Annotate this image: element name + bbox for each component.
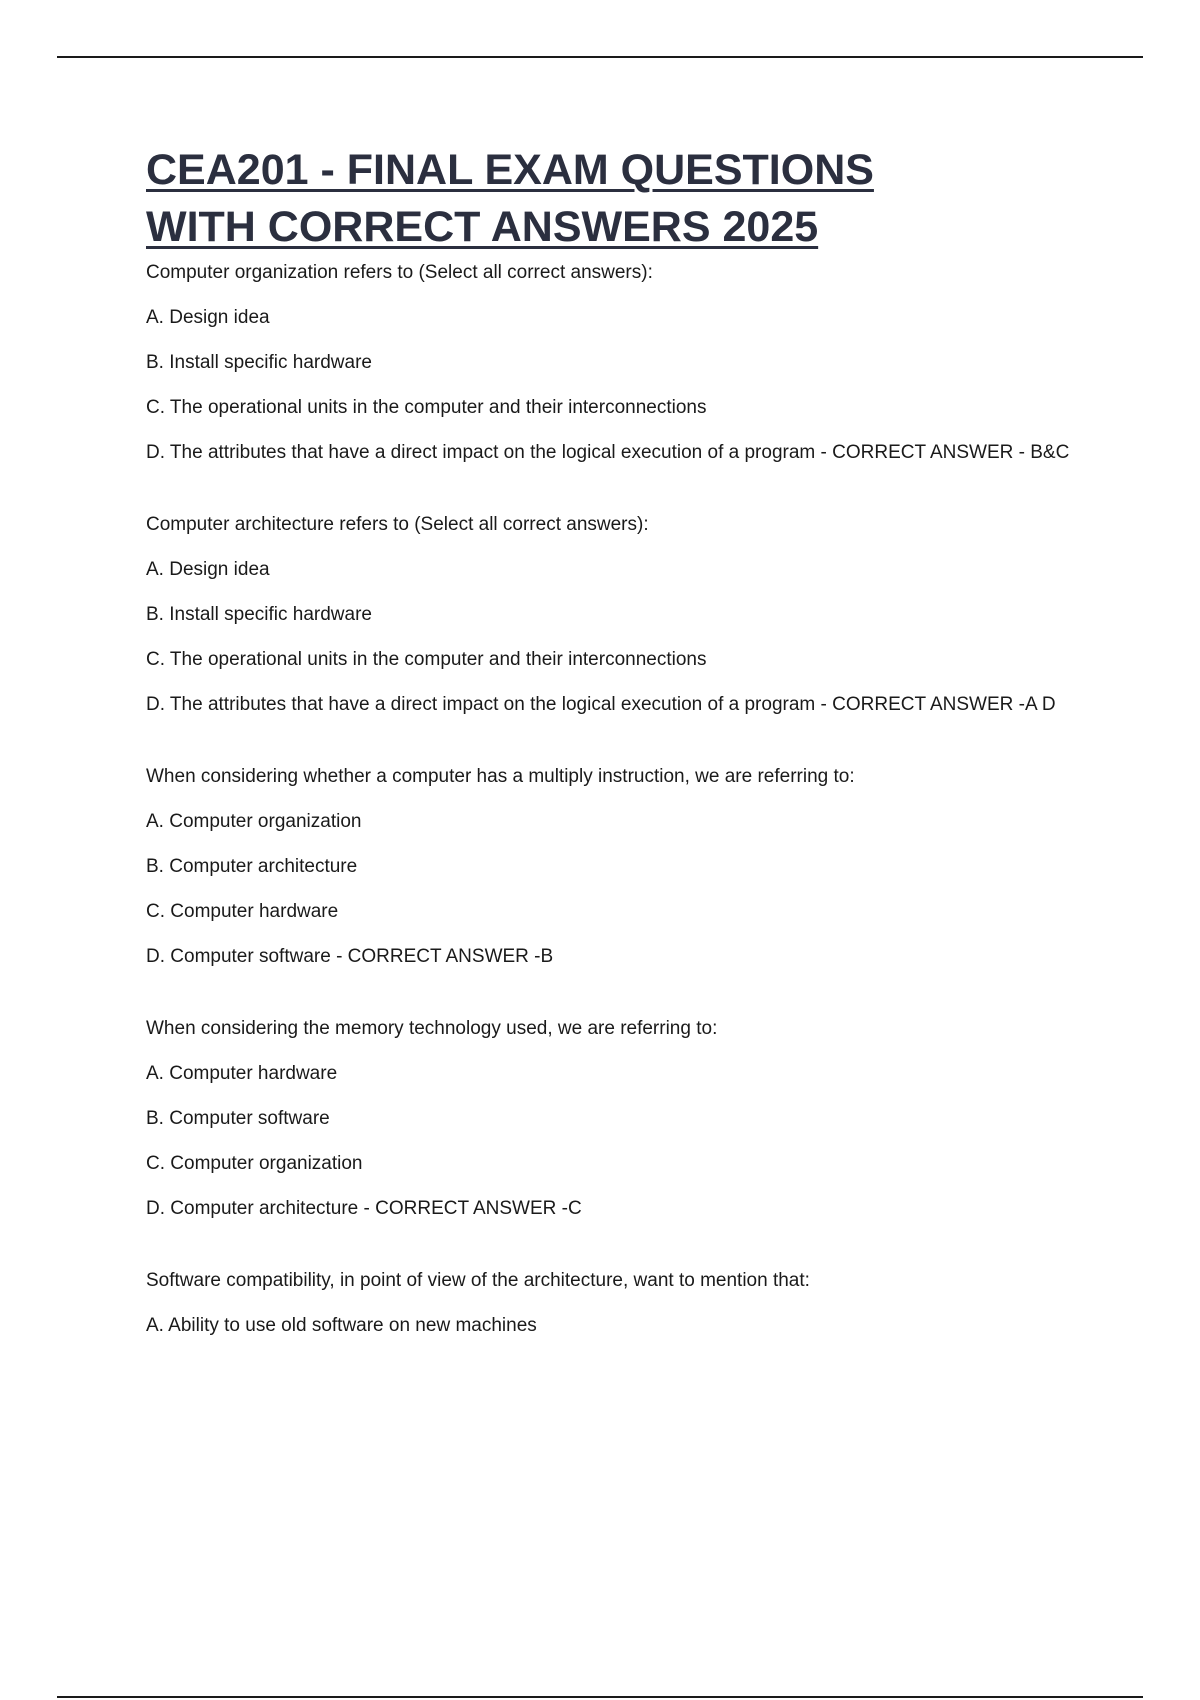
document-title xyxy=(146,142,1106,256)
document-body xyxy=(146,142,1106,1356)
question-block xyxy=(146,510,1106,720)
option-a: A. Ability to use old software on new machines xyxy=(146,1315,537,1336)
question-block xyxy=(146,762,1106,972)
option-b: B. Computer software xyxy=(146,1108,330,1129)
option-a: A. Computer organization xyxy=(146,811,362,832)
option-a: A. Design idea xyxy=(146,559,270,580)
question-text: Computer architecture refers to (Select all correct answers): xyxy=(146,514,649,535)
option-c: C. The operational units in the computer and their interconnections xyxy=(146,397,707,418)
option-d-with-answer: D. The attributes that have a direct impact on the logical execution of a program - CORRECT ANSWER - B&C xyxy=(146,442,1070,463)
question-text: When considering the memory technology used, we are referring to: xyxy=(146,1018,718,1039)
title-line-1: CEA201 - FINAL EXAM QUESTIONS xyxy=(146,146,874,194)
top-rule xyxy=(57,56,1143,58)
option-b: B. Computer architecture xyxy=(146,856,358,877)
option-c: C. The operational units in the computer and their interconnections xyxy=(146,649,707,670)
title-line-2: WITH CORRECT ANSWERS 2025 xyxy=(146,203,819,251)
option-c: C. Computer organization xyxy=(146,1153,363,1174)
option-b: B. Install specific hardware xyxy=(146,604,372,625)
question-block xyxy=(146,258,1106,468)
option-d-with-answer: D. Computer software - CORRECT ANSWER -B xyxy=(146,946,554,967)
question-block xyxy=(146,1014,1106,1224)
question-text: Software compatibility, in point of view of the architecture, want to mention that: xyxy=(146,1270,810,1291)
option-a: A. Design idea xyxy=(146,307,270,328)
option-c: C. Computer hardware xyxy=(146,901,339,922)
option-d-with-answer: D. Computer architecture - CORRECT ANSWER -C xyxy=(146,1198,582,1219)
bottom-rule xyxy=(57,1696,1143,1698)
option-b: B. Install specific hardware xyxy=(146,352,372,373)
option-a: A. Computer hardware xyxy=(146,1063,338,1084)
option-d-with-answer: D. The attributes that have a direct impact on the logical execution of a program - CORRECT ANSWER -A D xyxy=(146,694,1056,715)
question-text: Computer organization refers to (Select all correct answers): xyxy=(146,262,653,283)
question-block xyxy=(146,1266,1106,1341)
question-text: When considering whether a computer has a multiply instruction, we are referring to: xyxy=(146,766,855,787)
